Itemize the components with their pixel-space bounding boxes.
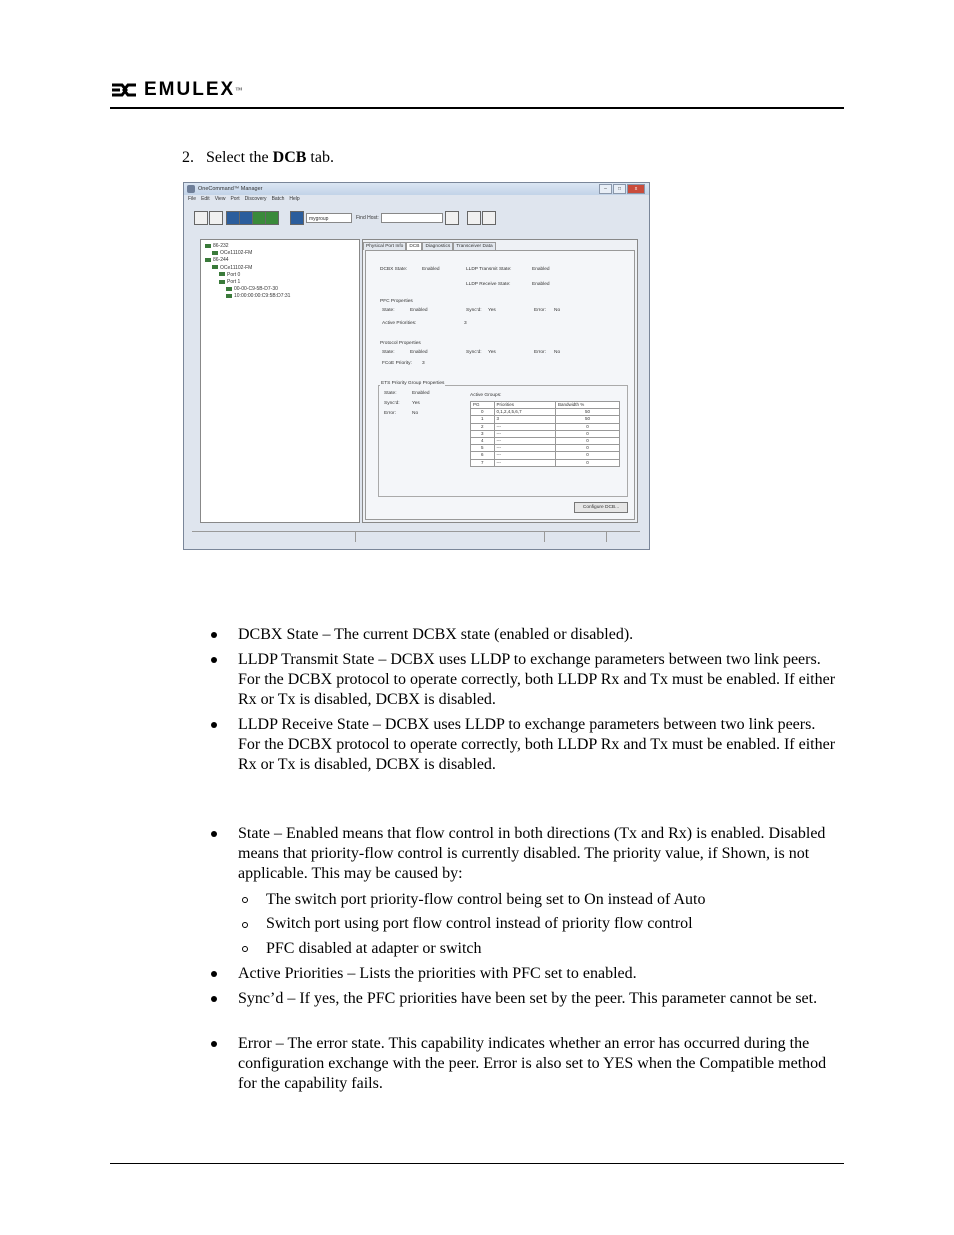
priorities-cell: --- (494, 437, 555, 444)
bullet-dot (211, 831, 217, 837)
tree-node[interactable]: Port 1 (219, 279, 240, 285)
host-tree (200, 239, 360, 523)
bandwidth-cell: 0 (555, 445, 619, 452)
bandwidth-cell: 0 (555, 423, 619, 430)
table-row (471, 445, 620, 452)
pg-cell: 5 (471, 445, 495, 452)
proto-state-label: State: (382, 350, 395, 355)
ets-sync-label: Sync'd: (384, 401, 400, 406)
lldp-tx-value: Enabled (532, 267, 550, 272)
tree-node[interactable]: OCe11102-FM (212, 265, 252, 271)
tree-node-icon (226, 294, 232, 298)
tab-dcb[interactable]: DCB (406, 242, 422, 250)
step-number: 2. (182, 149, 194, 166)
pg-cell: 2 (471, 423, 495, 430)
app-icon (187, 185, 195, 193)
menu-help[interactable]: Help (289, 196, 300, 202)
maximize-button[interactable]: □ (613, 184, 626, 194)
tree-node-icon (205, 244, 211, 248)
menu-edit[interactable]: Edit (201, 196, 210, 202)
ets-sync-value: Yes (412, 401, 420, 406)
toolbar-doc-icon[interactable] (194, 211, 208, 225)
lldp-rx-value: Enabled (532, 282, 550, 287)
tree-node-icon (212, 251, 218, 255)
logo-trademark: ™ (235, 86, 243, 94)
logo-wordmark: EMULEX (144, 79, 236, 100)
bullet-lldp-receive: LLDP Receive State – DCBX uses LLDP to exchange parameters between two link peers. For the DCBX protocol to operate correctly, both LLDP Rx and Tx must be enabled. If either Rx or Tx is disabled, DCBX is disabled. (238, 716, 836, 773)
tree-node[interactable]: Port 0 (219, 272, 240, 278)
configure-dcb-button[interactable]: Configure DCB... (574, 502, 628, 513)
proto-sync-label: Sync'd: (466, 350, 482, 355)
sub-bullet-cause-1: The switch port priority-flow control being set to On instead of Auto (266, 891, 706, 908)
priorities-cell: 3 (494, 416, 555, 423)
tree-node[interactable]: 10:00:00:00:C9:5B:D7:31 (226, 293, 290, 299)
sub-bullet-ring (242, 946, 248, 952)
pg-cell: 3 (471, 430, 495, 437)
pfc-active-label: Active Priorities: (382, 321, 417, 326)
footer-rule (110, 1163, 844, 1164)
step-instruction: 2. Select the DCB tab. (182, 149, 334, 166)
priorities-header: Priorities (494, 402, 555, 409)
bullet-error: Error – The error state. This capability indicates whether an error has occurred during the configuration exchange with the peer. Error is also set to YES when the Compatible method for the capability fails. (238, 1035, 827, 1092)
tree-node[interactable]: 00-00-C9-5B-D7-30 (226, 286, 278, 292)
toolbar-fabric-icon[interactable] (239, 211, 253, 225)
menu-port[interactable]: Port (230, 196, 240, 202)
bandwidth-cell: 50 (555, 416, 619, 423)
pg-cell: 4 (471, 437, 495, 444)
table-row (471, 459, 620, 466)
bullet-dcbx-state: DCBX State – The current DCBX state (enabled or disabled). (238, 626, 634, 643)
step-dcb: DCB (272, 149, 307, 166)
tree-node[interactable]: OCe11102-FM (212, 250, 252, 256)
bandwidth-header: Bandwidth % (555, 402, 619, 409)
ets-state-value: Enabled (412, 391, 430, 396)
ets-error-label: Error: (384, 411, 396, 416)
sub-bullet-cause-3: PFC disabled at adapter or switch (266, 940, 482, 957)
table-row (471, 430, 620, 437)
pfc-sync-label: Sync'd: (466, 308, 482, 313)
proto-error-label: Error: (534, 350, 546, 355)
proto-fcoe-value: 3 (422, 361, 425, 366)
protocol-properties-title: Protocol Properties (380, 341, 421, 346)
status-bar (192, 531, 640, 542)
priorities-cell: 0,1,2,4,5,6,7 (494, 409, 555, 416)
table-row (471, 416, 620, 423)
sub-bullet-cause-2: Switch port using port flow control instead of priority flow control (266, 915, 693, 932)
pfc-error-value: No (554, 308, 561, 313)
proto-state-value: Enabled (410, 350, 428, 355)
bullet-active-priorities: Active Priorities – Lists the priorities with PFC set to enabled. (238, 965, 637, 982)
dcb-tab-content (365, 250, 635, 520)
table-row (471, 409, 620, 416)
tab-bar (363, 242, 496, 250)
ets-title: ETS Priority Group Properties (381, 381, 445, 386)
tree-node-icon (226, 287, 232, 291)
bullet-dot (211, 971, 217, 977)
toolbar-list-icon[interactable] (209, 211, 223, 225)
pfc-state-value: Enabled (410, 308, 428, 313)
bullet-syncd: Sync’d – If yes, the PFC priorities have been set by the peer. This parameter cannot be set. (238, 990, 818, 1007)
menu-bar (188, 196, 300, 202)
tree-node-icon (205, 258, 211, 262)
tree-node-icon (219, 280, 225, 284)
onecommand-screenshot (183, 182, 650, 550)
pfc-sync-value: Yes (488, 308, 496, 313)
bandwidth-cell: 0 (555, 459, 619, 466)
find-host-label: Find Host: (356, 215, 379, 221)
bandwidth-cell: 0 (555, 452, 619, 459)
dcbx-state-value: Enabled (422, 267, 440, 272)
tree-node[interactable]: 86-232 (205, 243, 229, 249)
toolbar-group-icon[interactable] (290, 211, 304, 225)
pg-cell: 1 (471, 416, 495, 423)
priorities-cell: --- (494, 445, 555, 452)
bandwidth-cell: 0 (555, 430, 619, 437)
pg-cell: 7 (471, 459, 495, 466)
tree-node-icon (212, 265, 218, 269)
pfc-state-label: State: (382, 308, 395, 313)
bandwidth-cell: 50 (555, 409, 619, 416)
toolbar (192, 211, 642, 227)
bullet-lldp-transmit: LLDP Transmit State – DCBX uses LLDP to exchange parameters between two link peers. For the DCBX protocol to operate correctly, both LLDP Rx and Tx must be enabled. If either Rx or Tx is disabled, DCBX is disabled. (238, 651, 836, 708)
emulex-mark-icon (110, 82, 138, 98)
bullet-dot (211, 722, 217, 728)
proto-fcoe-label: FCoE Priority: (382, 361, 412, 366)
sub-bullet-ring (242, 922, 248, 928)
bullet-pfc-state: State – Enabled means that flow control in both directions (Tx and Rx) is enabled. Disabled means that priority-flow control is currently disabled. The priority value, if Shown, is not applicable. This may be caused by: (238, 825, 826, 882)
help-icon[interactable] (482, 211, 496, 225)
pfc-active-value: 3 (464, 321, 467, 326)
ets-state-label: State: (384, 391, 397, 396)
bandwidth-cell: 0 (555, 437, 619, 444)
bullet-dot (211, 632, 217, 638)
priorities-cell: --- (494, 459, 555, 466)
toolbar-host-icon[interactable] (226, 211, 240, 225)
bullet-dot (211, 996, 217, 1002)
sub-bullet-ring (242, 897, 248, 903)
pg-header: PG (471, 402, 495, 409)
lldp-tx-label: LLDP Transmit State: (466, 267, 512, 272)
minimize-button[interactable]: – (599, 184, 612, 194)
tab-transceiver-data[interactable]: Transceiver Data (453, 242, 495, 250)
menu-view[interactable]: View (214, 196, 226, 202)
table-row (471, 452, 620, 459)
pfc-error-label: Error: (534, 308, 546, 313)
lldp-rx-label: LLDP Receive State: (466, 282, 511, 287)
tab-physical-port-info[interactable]: Physical Port Info (363, 242, 406, 250)
pg-cell: 6 (471, 452, 495, 459)
menu-file[interactable]: File (188, 196, 197, 202)
group-combo[interactable]: mygroup (306, 213, 352, 223)
emulex-logo (110, 80, 242, 100)
dcb-panel (362, 239, 638, 523)
bullet-dot (211, 1041, 217, 1047)
header-rule (110, 107, 844, 109)
proto-error-value: No (554, 350, 561, 355)
pfc-properties-title: PFC Properties (380, 299, 413, 304)
priorities-cell: --- (494, 452, 555, 459)
tree-node-icon (219, 272, 225, 276)
tree-node[interactable]: 86-244 (205, 257, 229, 263)
active-groups-table (470, 401, 620, 467)
window-titlebar (184, 183, 649, 195)
find-host-go-icon[interactable] (445, 211, 459, 225)
toolbar-port-icon[interactable] (265, 211, 279, 225)
priorities-cell: --- (494, 423, 555, 430)
find-host-combo[interactable] (381, 213, 443, 223)
window-title: OneCommand™ Manager (198, 186, 263, 192)
pg-cell: 0 (471, 409, 495, 416)
toolbar-adapter-icon[interactable] (252, 211, 266, 225)
table-row (471, 437, 620, 444)
close-button[interactable]: x (627, 184, 645, 194)
tab-diagnostics[interactable]: Diagnostics (422, 242, 453, 250)
proto-sync-value: Yes (488, 350, 496, 355)
dcbx-state-label: DCBX State: (380, 267, 408, 272)
ets-error-value: No (412, 411, 419, 416)
priorities-cell: --- (494, 430, 555, 437)
active-groups-label: Active Groups: (470, 393, 502, 398)
bullet-dot (211, 657, 217, 663)
toolbar-settings-icon[interactable] (467, 211, 481, 225)
menu-discovery[interactable]: Discovery (244, 196, 267, 202)
menu-batch[interactable]: Batch (271, 196, 285, 202)
table-row (471, 423, 620, 430)
